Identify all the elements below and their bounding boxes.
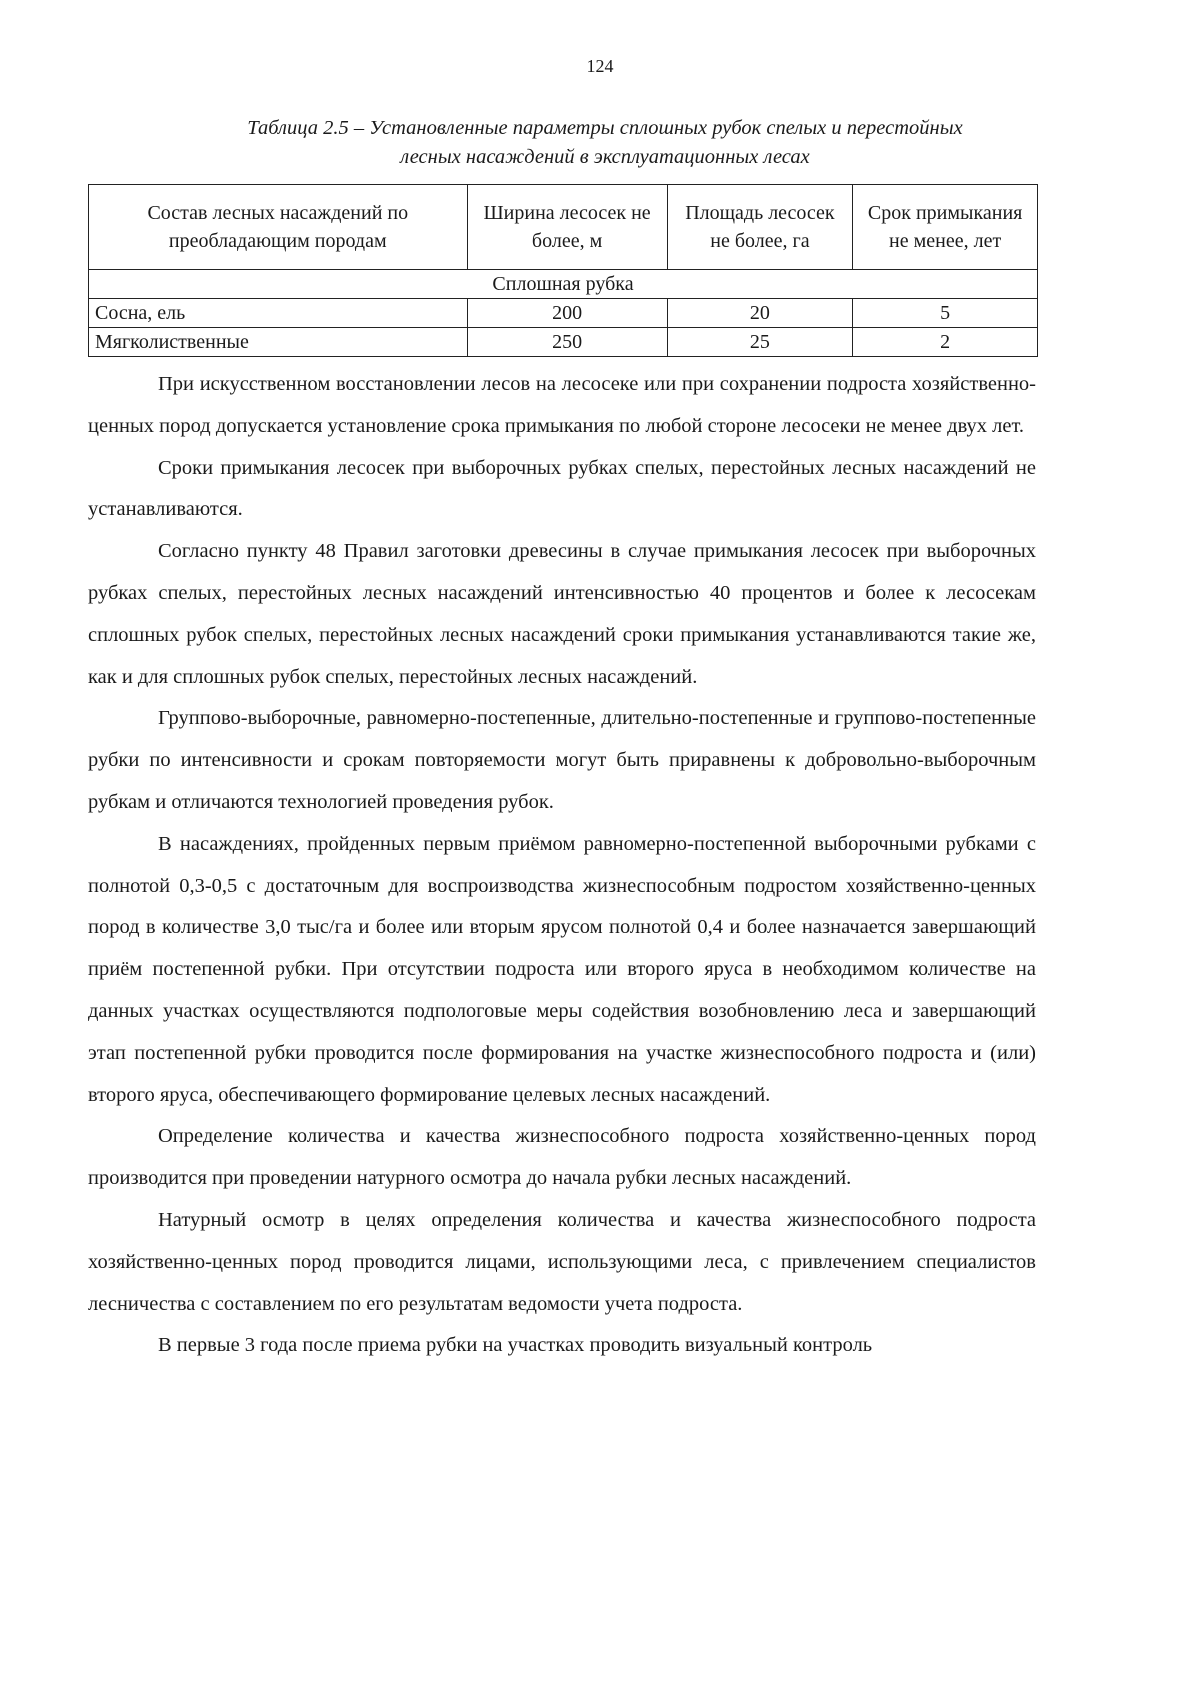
parameters-table xyxy=(88,184,1038,357)
table-caption-line-2: лесных насаждений в эксплуатационных лесах xyxy=(400,146,810,168)
cell-adjacency-term: 2 xyxy=(853,328,1038,357)
paragraph: В первые 3 года после приема рубки на участках проводить визуальный контроль xyxy=(158,1334,873,1357)
table-header-row xyxy=(89,185,1038,270)
table-caption-line-1: Таблица 2.5 – Установленные параметры сплошных рубок спелых и перестойных xyxy=(247,117,963,139)
cell-species: Мягколиственные xyxy=(89,328,468,357)
table-row xyxy=(89,328,1038,357)
header-forest-composition: Состав лесных насаждений по преобладающим породам xyxy=(89,185,468,270)
cell-adjacency-term: 5 xyxy=(853,299,1038,328)
header-adjacency-term: Срок примыкания не менее, лет xyxy=(853,185,1038,270)
paragraph: Натурный осмотр в целях определения количества и качества жизнеспособного подроста хозяйственно-ценных пород проводится лицами, использующими леса, с привлечением специалистов лесничества с составлением по его результатам ведомости учета подроста. xyxy=(88,1208,1036,1315)
body-text xyxy=(88,364,1036,1367)
cell-area: 20 xyxy=(667,299,853,328)
cell-species: Сосна, ель xyxy=(89,299,468,328)
cell-width: 200 xyxy=(467,299,667,328)
header-width: Ширина лесосек не более, м xyxy=(467,185,667,270)
table-section-row xyxy=(89,270,1038,299)
paragraph: Сроки примыкания лесосек при выборочных рубках спелых, перестойных лесных насаждений не устанавливаются. xyxy=(88,456,1036,521)
paragraph: Определение количества и качества жизнеспособного подроста хозяйственно-ценных пород производится при проведении натурного осмотра до начала рубки лесных насаждений. xyxy=(88,1125,1036,1190)
page-number: 124 xyxy=(586,56,614,76)
section-label: Сплошная рубка xyxy=(89,270,1038,299)
paragraph: При искусственном восстановлении лесов на лесосеке или при сохранении подроста хозяйственно-ценных пород допускается установление срока примыкания по любой стороне лесосеки не менее двух лет. xyxy=(88,373,1036,437)
header-area: Площадь лесосек не более, га xyxy=(667,185,853,270)
paragraph: В насаждениях, пройденных первым приёмом равномерно-постепенной выборочными рубками с полнотой 0,3-0,5 с достаточным для воспроизводства жизнеспособным подростом хозяйственно-ценных пород в количестве 3,0 тыс/га и более или вторым ярусом полнотой 0,4 и более назначается завершающий приём постепенной рубки. При отсутствии подроста или второго яруса в необходимом количестве на данных участках осуществляются подпологовые меры содействия возобновлению леса и завершающий этап постепенной рубки проводится после формирования на участке жизнеспособного подроста и (или) второго яруса, обеспечивающего формирование целевых лесных насаждений. xyxy=(88,832,1036,1106)
table-caption xyxy=(150,114,1060,172)
paragraph: Группово-выборочные, равномерно-постепенные, длительно-постепенные и группово-постепенные рубки по интенсивности и срокам повторяемости могут быть приравнены к добровольно-выборочным рубкам и отличаются технологией проведения рубок. xyxy=(88,707,1036,813)
cell-width: 250 xyxy=(467,328,667,357)
paragraph: Согласно пункту 48 Правил заготовки древесины в случае примыкания лесосек при выборочных рубках спелых, перестойных лесных насаждений интенсивностью 40 процентов и более к лесосекам сплошных рубок спелых, перестойных лесных насаждений сроки примыкания устанавливаются такие же, как и для сплошных рубок спелых, перестойных лесных насаждений. xyxy=(88,540,1036,688)
cell-area: 25 xyxy=(667,328,853,357)
table-row xyxy=(89,299,1038,328)
